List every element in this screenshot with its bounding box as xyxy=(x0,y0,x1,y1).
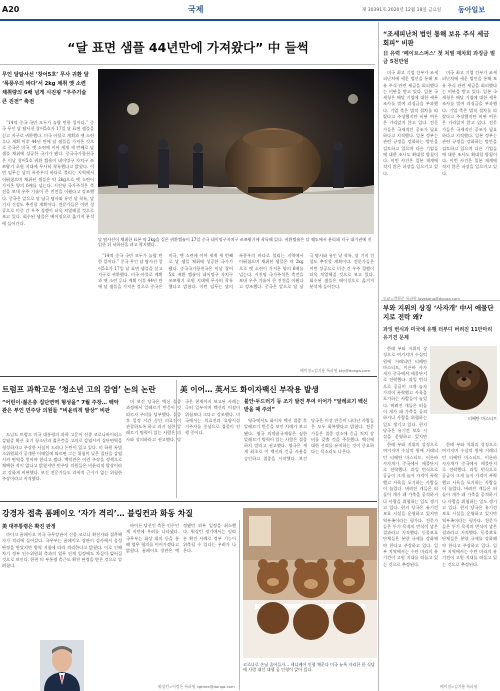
bottom-center-body xyxy=(126,523,236,683)
bottom-top-rule xyxy=(0,501,377,502)
bottom-left-headline: 강경자 접촉 폼페이오 ‘자가 격리’… 블링컨과 화동 차질 xyxy=(2,509,193,518)
sidebar-divider xyxy=(381,300,500,301)
lead-body-cont xyxy=(98,253,374,373)
middle-right-deck: 불안·두드러기 등 조기 발견 투여 이어가 “알레르기 백신 받을 때 주의” xyxy=(244,399,368,413)
section-name: 국제 xyxy=(188,5,204,14)
lead-byline: 베이징=김기용 특파원 kky@donga.com xyxy=(300,368,371,373)
bear-photo-caption: 코로나로 손님 줄어들자… 테디베어 인형 채운다 미국 뉴욕 자리한 한 식당에 사람 대신 대형 곰 인형이 앉아 있다. xyxy=(243,662,375,673)
lead-headline: “달 표면 샘플 44년만에 가져왔다” 中 들썩 xyxy=(67,40,309,55)
sidebar-bottom-headline: 부와 지위의 상징 ‘사자개’ 中서 애물단지로 전락 왜? xyxy=(383,304,494,321)
lead-body-cont-text: “14억 중국 국민 모두가 놀랄 만한 일이다.” 중국 무인 달 탐사선 창어5호가 17일 달 표면 샘플을 싣고 지구로 귀환했다. 미국 아폴로 계획과 옛 소련 루나 계획 이후 44년 만에 달 샘플을 가져온 것으로 중국은 미국, 옛 소련에 이어 세계 세 번째로 달 샘플 채취에 성공한 국가가 됐다. 중국국가항천국은 이날 창어5호 귀환 캡슐이 네이멍구 자치구 쓰쯔왕기 초원 지대에 무사히 착륙했다고 밝혔다. 이번 임무는 달의 폭풍우의 바다로 불리는 지역에서 이뤄졌으며 채취된 샘플은 약 2kg으로 옛 소련이 가져온 양의 6배를 넘는다. 시진핑 국가주석은 축전을 보내 우주 기술이 큰 진전을 이뤘다고 강조했다. 중국은 앞으로 달 남극 탐사와 유인 달 착륙, 달 기지 건설도 추진할 계획이다. 전문가들은 이번 성공으로 미중 간 우주 경쟁이 더욱 치열해질 것으로 보고 있다. 회수된 샘플은 베이징으로 옮겨져 분석에 들어간다. xyxy=(98,253,374,290)
middle-left-body xyxy=(2,432,122,496)
portrait-svg xyxy=(40,640,84,691)
middle-right-body xyxy=(244,418,374,498)
dog-photo xyxy=(430,346,497,414)
bottom-left-byline: 워싱턴=이정은 특파원 lightee@donga.com xyxy=(158,684,235,689)
middle-left-body-text: 도널드 트럼프 미국 대통령의 과학 고문이 신종 코로나바이러스 감염증 확산 초기 청소년과 젊은층을 고의로 감염시켜 집단면역을 형성하자고 주장한 사실이 드러나 논란이 일고 있다. 미 하원 특별소위원회가 공개한 이메일에 따르면 그는 위험이 낮은 집단을 감염시켜 면역을 얻어야 한다고 썼다. 백악관은 이런 주장을 정책으로 채택한 적이 없다고 밝혔지만 민주당 의원들은 비윤리적 발상이라고 강하게 비판했다. 보건 전문가들도 과학적 근거가 없는 위험한 주장이라고 지적했다. xyxy=(2,432,122,482)
masthead: 동아일보 xyxy=(458,6,486,14)
lead-photo-caption: 달 탐사선이 채취한 표본 약 2kg을 실은 귀환캡슐이 17일 중국 네이멍구자치구 쓰쯔왕기에 착륙해 있다. 귀환캡슐은 달 궤도에서 분리돼 지구 대기권에 진입한 뒤 낙하산을 펴고 착지했다. xyxy=(98,237,372,248)
bottom-left-deck: 美 대부통령은 확진 판정 xyxy=(2,524,56,530)
sidebar-bottom-body-text-3: 한때 부와 지위의 상징으로 여겨지며 수십억 원에 거래되던 티베탄 마스티프, 이른바 사자개가 중국에서 애물단지로 전락했다. 과잉 번식으로 공급이 크게 늘자 가격이 폭락했고 사육을 포기하는 사람들이 늘었다. 버려진 개들은 떠돌이 개가 돼 가축을 공격하거나 사람을 위협하는 일도 생기고 있다. 현지 당국은 유기견 보호 시설을 운영하고 있지만 역부족이라는 평가다. 전문가들은 투기 목적의 번식이 낳은 결과라고 지적했다. 동물보호단체들은 분양 규제를 강화해야 한다고 주장하고 있다. 일부 지역에서는 수만 마리의 유기견이 고원 지대를 떠돌고 있는 것으로 추정된다. xyxy=(442,442,497,567)
bottom-vertical-rule xyxy=(239,520,240,690)
date-line: 제 30391호 2020년 12월 18일 금요일 xyxy=(362,8,442,13)
lead-deck: 무인 달탐사선 ‘창어5호’ 무사 귀환 달 ‘폭풍우의 바다’서 2kg 채취 옛 소련 채취량의 6배 넘게 시진핑 “우주기술 큰 진전” 축전 xyxy=(2,72,89,105)
middle-center-body xyxy=(126,399,240,497)
bear-photo xyxy=(243,508,377,658)
page-number: A20 xyxy=(2,5,20,14)
middle-center-body-text: 미 보건 당국은 백신 접종 과정에서 알레르기 반응이 잇따르자 주의를 당부했다. 접종 후 일정 시간 동안 의료진이 관찰하도록 하고 과거 심한 알레르기 병력이 있는 사람은 의사와 상의하라고 권고했다. 당국은 현재까지 보고된 사례는 극히 일부이며 백신의 이점이 위험보다 크다고 강조했다. 미국에서는 의료진과 요양시설 거주자를 중심으로 접종이 진행 중이다. xyxy=(126,399,240,442)
sidebar-top-body-text-2: 미국 최고 기업 간부가 조세피난처에 세운 법인을 통해 보유 주식 관련 세금을 회피했다는 비판을 받고 있다. 일본 국세청은 해당 기업에 대한 세무조사를 벌여 과징금을 부과했다. 기업 측은 법적 절차를 따랐다고 주장했지만 비판 여론은 가라앉지 않고 있다. 전문가들은 국제적인 공조가 필요하다고 지적했다. 일본 정부는 관련 규정을 강화하는 방안을 검토하고 있으며 다른 기업들에 대한 조사도 확대할 방침이다. 이번 사건은 일본 재계에 적지 않은 파장을 일으키고 있다. xyxy=(442,70,497,176)
dog-photo-caption: 티베탄 마스티프 xyxy=(468,416,497,421)
sidebar-top-subhead: 日 유력 ‘페이트스퍼스’ 첫 처벌 재차회 과징금 벌금 5천만원 xyxy=(383,51,495,65)
header-rule xyxy=(0,19,500,21)
middle-left-deck: “어린이·젊은층 집단면역 형성을” 7월 주장… 백악관은 부인 민주당 의원들 “비윤리적 발상” 비판 xyxy=(2,400,119,414)
sidebar-top-body-text: 미국 최고 기업 간부가 조세피난처에 세운 법인을 통해 보유 주식 관련 세금을 회피했다는 비판을 받고 있다. 일본 국세청은 해당 기업에 대한 세무조사를 벌여 과징금을 부과했다. 기업 측은 법적 절차를 따랐다고 주장했지만 비판 여론은 가라앉지 않고 있다. 전문가들은 국제적인 공조가 필요하다고 지적했다. 일본 정부는 관련 규정을 강화하는 방안을 검토하고 있으며 다른 기업들에 대한 조사도 확대할 방침이다. 이번 사건은 일본 재계에 적지 않은 파장을 일으키고 있다. xyxy=(383,70,438,176)
lead-body xyxy=(2,120,94,372)
lead-photo xyxy=(98,69,374,234)
middle-left-headline: 트럼프 과학고문 ‘청소년 고의 감염’ 논의 논란 xyxy=(2,385,156,394)
capsule-photo-svg xyxy=(98,69,374,234)
sidebar-top-body xyxy=(383,70,497,295)
lead-body-text: “14억 중국 국민 모두가 놀랄 만한 일이다.” 중국 무인 달 탐사선 창어5호가 17일 달 표면 샘플을 싣고 지구로 귀환했다. 미국 아폴로 계획과 옛 소련 루나 계획 이후 44년 만에 달 샘플을 가져온 것으로 중국은 미국, 옛 소련에 이어 세계 세 번째로 달 샘플 채취에 성공한 국가가 됐다. 중국국가항천국은 이날 창어5호 귀환 캡슐이 네이멍구 자치구 쓰쯔왕기 초원 지대에 무사히 착륙했다고 밝혔다. 이번 임무는 달의 폭풍우의 바다로 불리는 지역에서 이뤄졌으며 채취된 샘플은 약 2kg으로 옛 소련이 가져온 양의 6배를 넘는다. 시진핑 국가주석은 축전을 보내 우주 기술이 큰 진전을 이뤘다고 강조했다. 중국은 앞으로 달 남극 탐사와 유인 달 착륙, 달 기지 건설도 추진할 계획이다. 전문가들은 이번 성공으로 미중 간 우주 경쟁이 더욱 치열해질 것으로 보고 있다. 회수된 샘플은 베이징으로 옮겨져 분석에 들어간다. xyxy=(2,120,94,226)
sidebar-bottom-body-text-2: 한때 부와 지위의 상징으로 여겨지며 수십억 원에 거래되던 티베탄 마스티프, 이른바 사자개가 중국에서 애물단지로 전락했다. 과잉 번식으로 공급이 크게 늘자 가격이 폭락했고 사육을 포기하는 사람들이 늘었다. 버려진 개들은 떠돌이 개가 돼 가축을 공격하거나 사람을 위협하는 일도 생기고 있다. 현지 당국은 유기견 보호 시설을 운영하고 있지만 역부족이라는 평가다. 전문가들은 투기 목적의 번식이 낳은 결과라고 지적했다. 동물보호단체들은 분양 규제를 강화해야 한다고 주장하고 있다. 일부 지역에서는 수만 마리의 유기견이 고원 지대를 떠돌고 있는 것으로 추정된다. xyxy=(383,442,438,567)
middle-right-headline: 美 이어… 英서도 화이자백신 부작용 발생 xyxy=(180,385,319,394)
sidebar-bottom-body-left xyxy=(383,346,427,441)
pompeo-photo xyxy=(40,640,84,691)
sidebar-bottom-byline: 베이징=김기용 특파원 xyxy=(440,684,478,689)
middle-vertical-rule xyxy=(176,380,177,498)
bottom-left-body xyxy=(2,532,122,638)
sidebar-top-headline: “조세피난처 법인 통해 보유 주식 세금 회피” 비판 xyxy=(383,31,490,47)
lead-headline-rule xyxy=(0,64,375,65)
sidebar-bottom-body xyxy=(383,442,497,684)
sidebar-bottom-deck: 과잉 번식과 미국에 유행 터부디 버려진 11만마리 유기견 문제 xyxy=(383,327,493,341)
middle-right-body-text: 영국에서도 화이자 백신 접종 후 알레르기 반응을 보인 사례가 보고됐다. 영국 의약품규제청은 심한 알레르기 병력이 있는 사람은 접종하지 말라고 권고했다. 영국은 세계 최초로 이 백신의 긴급 사용을 승인하고 접종을 시작했다. 보건 당국은 이상 반응이 나타난 사람들은 모두 회복했다고 밝혔다. 전문가들은 접종 장소에 응급 처치 장비를 갖출 것을 주문했다. 백신에 대한 신뢰를 유지하는 것이 중요하다는 목소리도 나온다. xyxy=(244,418,374,461)
bear-restaurant-svg xyxy=(243,508,377,658)
mastiff-svg xyxy=(430,346,497,414)
bottom-center-body-text: 바이든 당선인 측은 인수인계 지연에 우려를 나타냈다. 국무부는 화상 회의 등을 통해 업무 협의를 이어가겠다고 밝혔다. 폼페이오 장관은 예정됐던 외부 일정을 취소했다. 워싱턴 정가에서는 잇따른 확진 사례로 정부 기능이 위축될 수 있다는 우려가 나온다. xyxy=(126,523,236,554)
sidebar-bottom-body-text: 한때 부와 지위의 상징으로 여겨지며 수십억 원에 거래되던 티베탄 마스티프, 이른바 사자개가 중국에서 애물단지로 전락했다. 과잉 번식으로 공급이 크게 늘자 가격이 폭락했고 사육을 포기하는 사람들이 늘었다. 버려진 개들은 떠돌이 개가 돼 가축을 공격하거나 사람을 위협하는 일도 생기고 있다. 현지 당국은 유기견 보호 시설을 운영하고 있지만 xyxy=(383,346,427,440)
bottom-left-body-text: 마이크 폼페이오 미국 국무장관이 신종 코로나 확진자와 접촉해 자가 격리에 들어갔다. 국무부는 폼페이오 장관이 검사에서 음성 판정을 받았지만 방역 지침에 따라 격리한다고 밝혔다. 이로 인해 차기 정부 인수위원회 측과의 업무 인계 일정에도 차질이 빚어질 것으로 보인다. 한편 미 부통령 측근도 확진 판정을 받은 것으로 알려졌다. xyxy=(2,532,122,569)
middle-top-rule xyxy=(0,376,377,377)
sidebar-top-byline: 도쿄=박형준 특파원 lovesong@donga.com xyxy=(383,296,461,301)
column-rule xyxy=(378,22,379,691)
